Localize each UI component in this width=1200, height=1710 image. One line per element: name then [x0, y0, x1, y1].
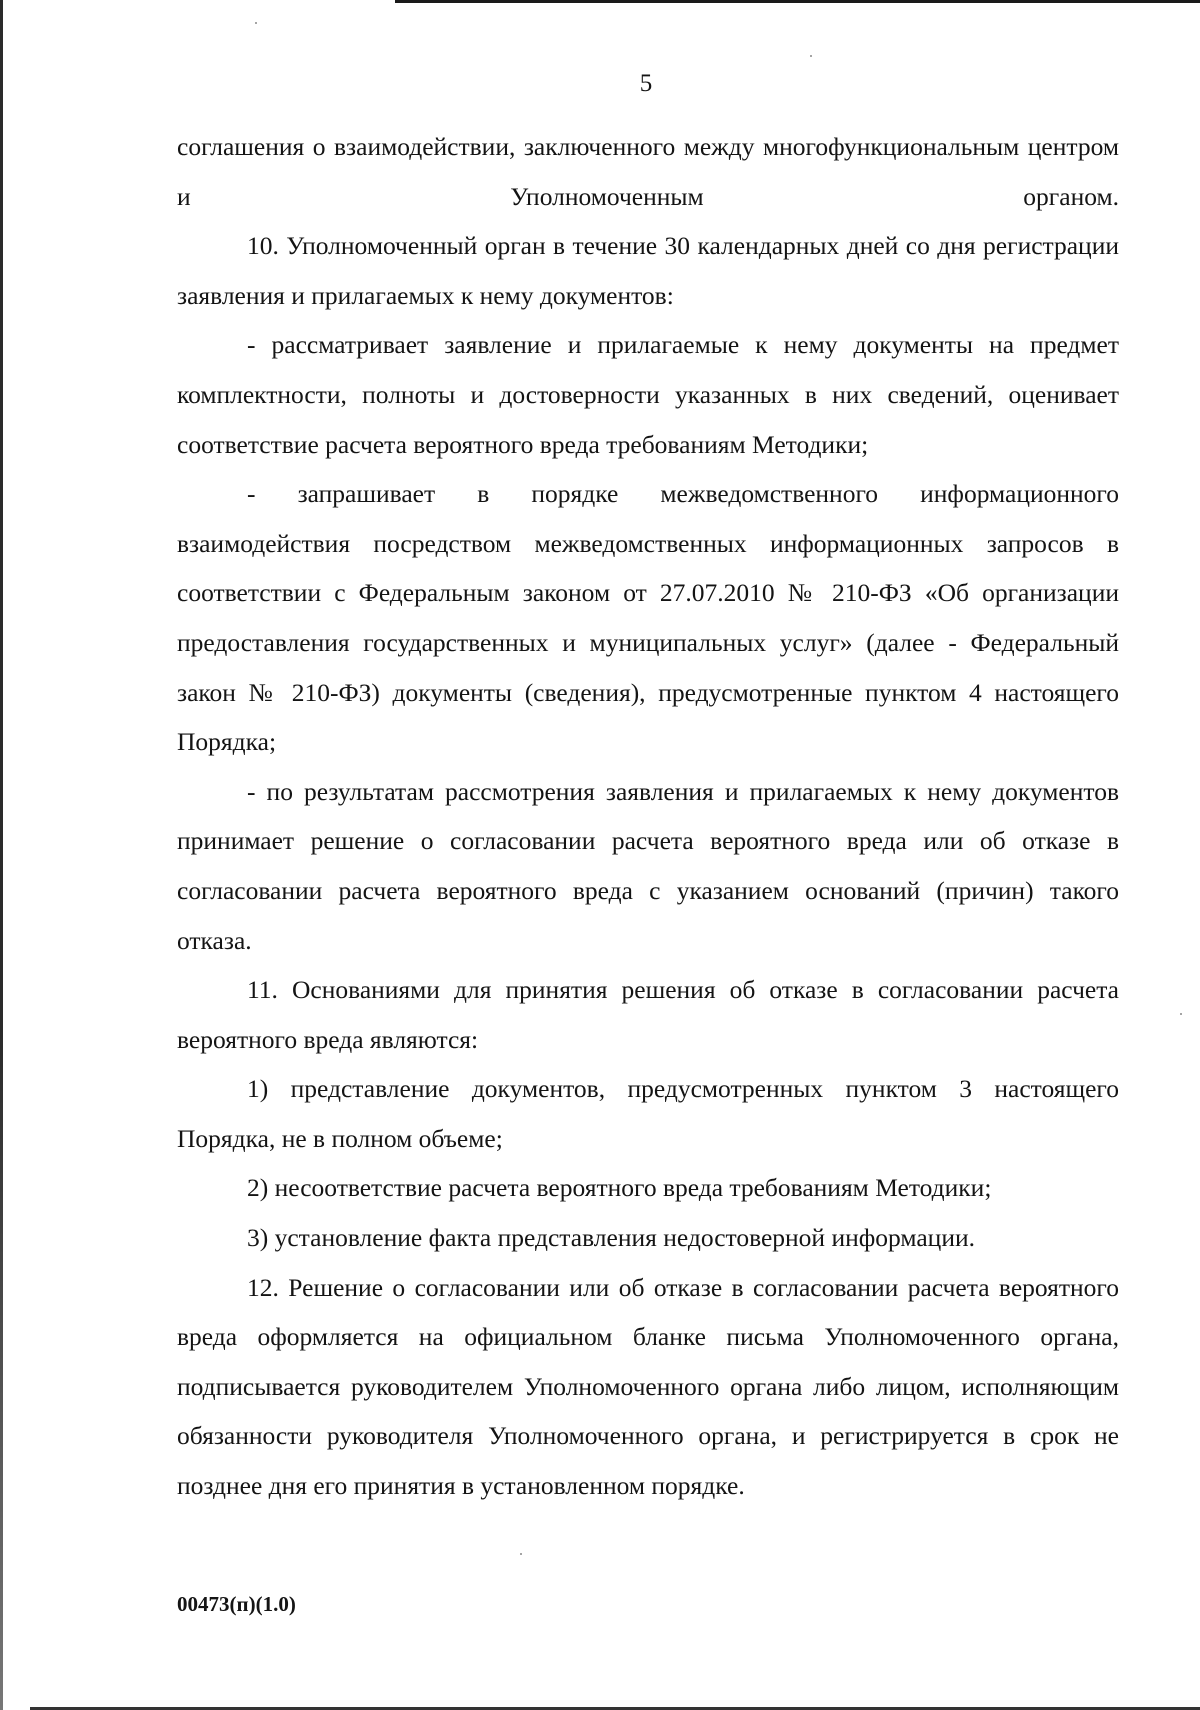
paragraph-item-11: 11. Основаниями для принятия решения об отказе в согласовании расчета вероятного вреда являются: — [177, 975, 1119, 1054]
paragraph-item-12: 12. Решение о согласовании или об отказе в согласовании расчета вероятного вреда оформляется на официальном бланке письма Уполномоченного органа, подписывается руководителем Уполномоченного органа либо лицом, исполняющим обязанности руководителя Уполномоченного органа, и регистрируется в срок не позднее дня его принятия в установленном порядке. — [177, 1272, 1119, 1501]
paragraph-item-10-sub-1: - рассматривает заявление и прилагаемые к нему документы на предмет комплектности, полноты и достоверности указанных в них сведений, оценивает соответствие расчета вероятного вреда требованиям Методики; — [177, 330, 1119, 459]
scan-edge-top — [395, 0, 1200, 3]
scan-speck — [810, 55, 812, 57]
document-body — [177, 122, 1119, 1511]
paragraph-item-11-sub-2: 2) несоответствие расчета вероятного вреда требованиям Методики; — [247, 1173, 992, 1203]
page-number: 5 — [639, 70, 653, 97]
scan-speck — [1180, 1013, 1182, 1015]
scan-speck — [255, 22, 257, 24]
paragraph-continuation: соглашения о взаимодействии, заключенного между многофункциональным центром и Уполномоченным органом. — [177, 132, 1119, 211]
paragraph-item-10-sub-2: - запрашивает в порядке межведомственного информационного взаимодействия посредством межведомственных информационных запросов в соответствии с Федеральным законом от 27.07.2010 № 210-ФЗ «Об организации предоставления государственных и муниципальных услуг» (далее - Федеральный закон № 210-ФЗ) документы (сведения), предусмотренные пунктом 4 настоящего Порядка; — [177, 479, 1119, 757]
scan-speck — [520, 1553, 522, 1555]
document-code: 00473(п)(1.0) — [177, 1592, 296, 1616]
paragraph-item-10: 10. Уполномоченный орган в течение 30 календарных дней со дня регистрации заявления и прилагаемых к нему документов: — [177, 231, 1119, 310]
paragraph-item-11-sub-1: 1) представление документов, предусмотренных пунктом 3 настоящего Порядка, не в полном объеме; — [177, 1074, 1119, 1153]
scan-edge-left — [0, 0, 3, 1710]
paragraph-item-10-sub-3: - по результатам рассмотрения заявления и прилагаемых к нему документов принимает решение о согласовании расчета вероятного вреда или об отказе в согласовании расчета вероятного вреда с указанием оснований (причин) такого отказа. — [177, 776, 1119, 955]
paragraph-item-11-sub-3: 3) установление факта представления недостоверной информации. — [247, 1223, 975, 1253]
